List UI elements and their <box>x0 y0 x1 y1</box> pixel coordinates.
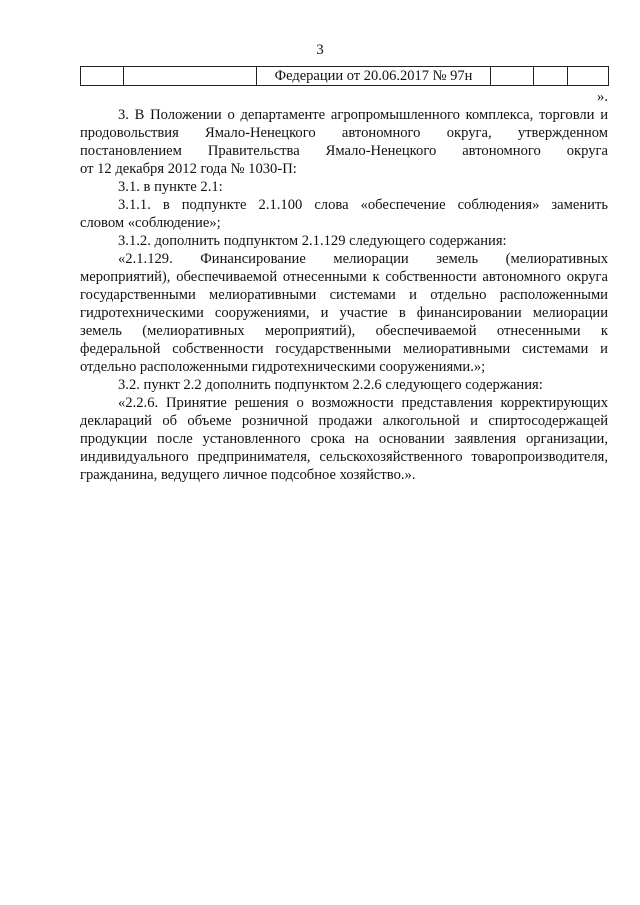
quote-2-1-129-line: гидротехническими сооружениями, и участие в финансировании мелиорации <box>80 305 608 321</box>
paragraph-3-line: постановлением Правительства Ямало-Ненецкого автономного округа <box>80 143 608 159</box>
table-cell <box>568 67 609 86</box>
quote-2-1-129-line: отдельно расположенными гидротехническими сооружениями.»; <box>80 359 486 375</box>
quote-2-2-6-line: деклараций об объеме розничной продажи алкогольной и спиртосодержащей <box>80 413 608 429</box>
table-row <box>81 67 609 86</box>
table-cell <box>81 67 124 86</box>
paragraph-3-1-line: 3.1. в пункте 2.1: <box>118 179 223 195</box>
paragraph-3-line: от 12 декабря 2012 года № 1030-П: <box>80 161 297 177</box>
table-cell <box>491 67 534 86</box>
quote-2-1-129-line: мероприятий), обеспечиваемой отнесенными к собственности автономного округа <box>80 269 608 285</box>
table-cell <box>124 67 257 86</box>
paragraph-3-1-2-line: 3.1.2. дополнить подпунктом 2.1.129 следующего содержания: <box>118 233 507 249</box>
paragraph-3-1-1-line: 3.1.1. в подпункте 2.1.100 слова «обеспечение соблюдения» заменить <box>118 197 608 213</box>
paragraph-3-line: продовольствия Ямало-Ненецкого автономного округа, утвержденном <box>80 125 608 141</box>
quote-2-1-129-line: «2.1.129. Финансирование мелиорации земель (мелиоративных <box>118 251 608 267</box>
quote-2-1-129-line: государственными мелиоративными системами и отдельно расположенными <box>80 287 608 303</box>
quote-2-1-129-line: земель (мелиоративных мероприятий), обеспечиваемой отнесенными к <box>80 323 608 339</box>
document-body <box>80 88 608 484</box>
quote-2-1-129-line: федеральной собственности государственными мелиоративными системами и <box>80 341 608 357</box>
continuation-table <box>80 66 609 86</box>
paragraph-3-2-line: 3.2. пункт 2.2 дополнить подпунктом 2.2.6 следующего содержания: <box>118 377 543 393</box>
table-cell-text: Федерации от 20.06.2017 № 97н <box>257 67 491 86</box>
quote-2-2-6-line: продукции после установленного срока на основании заявления организации, <box>80 431 608 447</box>
quote-2-2-6-line: гражданина, ведущего личное подсобное хозяйство.». <box>80 467 416 483</box>
quote-2-2-6-line: «2.2.6. Принятие решения о возможности представления корректирующих <box>118 395 608 411</box>
table-cell <box>534 67 568 86</box>
page-number: 3 <box>316 42 324 58</box>
closing-quote: ». <box>597 89 608 105</box>
paragraph-3-line: 3. В Положении о департаменте агропромышленного комплекса, торговли и <box>118 107 608 123</box>
quote-2-2-6-line: индивидуального предпринимателя, сельскохозяйственного товаропроизводителя, <box>80 449 608 465</box>
paragraph-3-1-1-line: словом «соблюдение»; <box>80 215 221 231</box>
